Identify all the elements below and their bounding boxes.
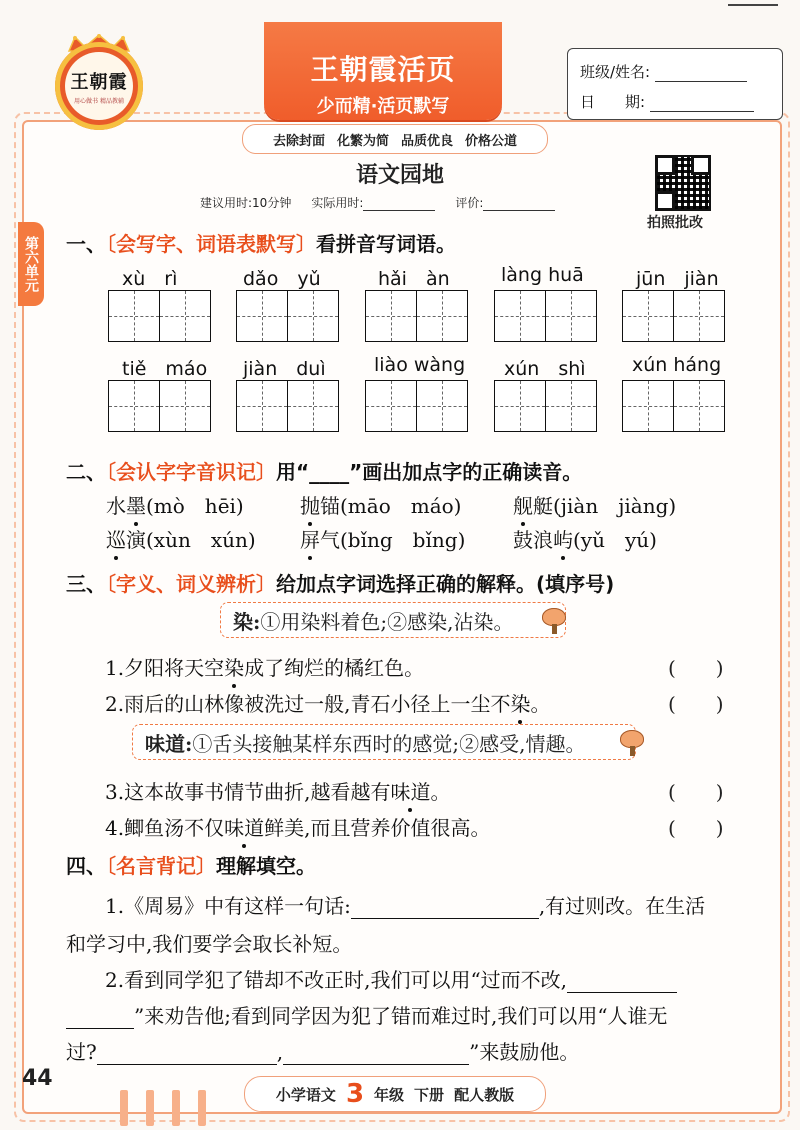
writing-grid[interactable] — [365, 290, 469, 342]
pinyin-label: jiàn duì — [243, 358, 326, 380]
definition-text: ①用染料着色;②感染,沾染。 — [260, 609, 514, 634]
definition-word: 染: — [233, 609, 261, 634]
pinyin-options: (yǔ yú) — [573, 528, 657, 552]
section-number: 二、 — [66, 460, 106, 484]
actual-time-label: 实际用时: — [311, 196, 364, 210]
question-item: 3.这本故事书情节曲折,越看越有味道。 — [105, 776, 450, 805]
slogan-item: 品质优良 — [401, 133, 454, 149]
answer-paren[interactable]: ( ) — [668, 816, 724, 840]
pinyin-label: xún shì — [504, 358, 586, 380]
reading-item[interactable]: 水墨(mò hēi) — [106, 490, 244, 519]
slogan-item: 化繁为简 — [336, 133, 389, 149]
pinyin-options: (mò hēi) — [146, 494, 244, 518]
class-name-field[interactable] — [655, 65, 747, 82]
footer-grade-word: 年级 — [374, 1085, 405, 1104]
logo-slogan: 用心做书 精品教辅 — [74, 97, 124, 105]
answer-blank[interactable] — [97, 1044, 277, 1065]
class-name-label: 班级/姓名: — [580, 63, 651, 81]
reading-item[interactable]: 巡演(xùn xún) — [106, 524, 256, 553]
section-2-heading — [66, 456, 582, 485]
definition-word: 味道: — [145, 731, 193, 756]
section-tag: 〔会写字、词语表默写〕 — [106, 232, 316, 256]
fill-line: 过? , ”来鼓励他。 — [66, 1040, 580, 1064]
page-number: 44 — [22, 1066, 53, 1091]
writing-grid[interactable] — [236, 290, 340, 342]
header-banner — [264, 22, 502, 120]
student-info-box — [567, 48, 783, 120]
decorative-bars — [120, 1090, 224, 1130]
pinyin-options: (xùn xún) — [146, 528, 256, 552]
date-label: 日 期: — [580, 93, 646, 111]
slogan-item: 去除封面 — [272, 133, 325, 149]
section-number: 一、 — [66, 232, 106, 256]
definition-box — [132, 724, 636, 760]
writing-grid[interactable] — [622, 290, 726, 342]
section-instruction: 看拼音写词语。 — [316, 232, 456, 256]
unit-side-tab: 第六单元 — [18, 222, 44, 306]
pinyin-label: xún háng — [632, 354, 722, 376]
question-item: 1.夕阳将天空染成了绚烂的橘红色。 — [105, 652, 424, 681]
writing-grid[interactable] — [236, 380, 340, 432]
answer-blank[interactable] — [283, 1044, 469, 1065]
section-tag: 〔会认字字音识记〕 — [106, 460, 276, 484]
tree-icon — [618, 730, 646, 756]
writing-grid[interactable] — [108, 380, 212, 432]
writing-grid[interactable] — [494, 380, 598, 432]
pinyin-options: (māo máo) — [340, 494, 462, 518]
reading-item[interactable]: 屏气(bǐng bǐng) — [300, 524, 465, 553]
footer-subject: 小学语文 — [275, 1085, 336, 1104]
section-instruction: 用“____”画出加点字的正确读音。 — [276, 460, 583, 484]
actual-time-field[interactable] — [363, 198, 435, 211]
answer-blank[interactable] — [66, 1008, 134, 1029]
section-number: 三、 — [66, 572, 106, 596]
banner-title: 王朝霞活页 — [310, 53, 456, 86]
answer-paren[interactable]: ( ) — [668, 780, 724, 804]
pinyin-label: dǎo yǔ — [243, 268, 321, 290]
suggested-time: 建议用时:10分钟 — [200, 196, 292, 210]
rating-label: 评价: — [455, 196, 484, 210]
date-row — [580, 91, 754, 112]
banner-subtitle: 少而精·活页默写 — [316, 96, 450, 117]
writing-grid[interactable] — [622, 380, 726, 432]
qr-label: 拍照批改 — [647, 215, 703, 231]
footer-edition: 配人教版 — [454, 1085, 515, 1104]
writing-grid[interactable] — [494, 290, 598, 342]
date-field[interactable] — [650, 95, 754, 112]
slogan-item: 价格公道 — [465, 133, 518, 149]
definition-box — [220, 602, 566, 638]
section-instruction: 给加点字词选择正确的解释。(填序号) — [276, 572, 615, 596]
brand-logo — [55, 42, 143, 130]
fill-line: 和学习中,我们要学会取长补短。 — [66, 932, 353, 956]
scan-mark — [728, 4, 778, 12]
logo-text: 王朝霞 — [70, 71, 128, 93]
pinyin-label: xù rì — [122, 268, 178, 290]
pinyin-label: hǎi àn — [378, 268, 450, 290]
pinyin-label: jūn jiàn — [636, 268, 719, 290]
reading-item[interactable]: 抛锚(māo máo) — [300, 490, 461, 519]
qr-code-icon[interactable] — [655, 155, 711, 211]
fill-line: 2.看到同学犯了错却不改正时,我们可以用“过而不改, — [105, 964, 677, 993]
question-item: 4.鲫鱼汤不仅味道鲜美,而且营养价值很高。 — [105, 812, 490, 841]
section-number: 四、 — [66, 854, 106, 878]
time-row — [200, 194, 630, 211]
writing-grid[interactable] — [108, 290, 212, 342]
reading-item[interactable]: 舰艇(jiàn jiàng) — [513, 490, 676, 519]
section-tag: 〔名言背记〕 — [106, 854, 216, 878]
rating-field[interactable] — [483, 198, 555, 211]
answer-paren[interactable]: ( ) — [668, 656, 724, 680]
pinyin-options: (bǐng bǐng) — [340, 528, 466, 552]
footer-grade-number: 3 — [345, 1079, 365, 1109]
reading-item[interactable]: 鼓浪屿(yǔ yú) — [513, 524, 657, 553]
question-item: 2.雨后的山林像被洗过一般,青石小径上一尘不染。 — [105, 688, 550, 717]
pinyin-label: tiě máo — [122, 358, 208, 380]
pinyin-label: làng huā — [501, 264, 584, 286]
slogan-bar — [242, 124, 548, 154]
answer-blank[interactable] — [567, 972, 677, 993]
section-instruction: 理解填空。 — [216, 854, 316, 878]
pinyin-options: (jiàn jiàng) — [553, 494, 677, 518]
section-tag: 〔字义、词义辨析〕 — [106, 572, 276, 596]
answer-paren[interactable]: ( ) — [668, 692, 724, 716]
page-title: 语文园地 — [355, 163, 444, 188]
class-name-row — [580, 61, 747, 82]
footer-term: 下册 — [414, 1085, 445, 1104]
footer-badge — [244, 1076, 546, 1112]
answer-blank[interactable] — [351, 898, 539, 919]
section-1-heading — [66, 228, 456, 257]
fill-line: 1.《周易》中有这样一句话: ,有过则改。在生活 — [105, 894, 706, 918]
section-4-heading — [66, 850, 316, 879]
fill-line: ”来劝告他;看到同学因为犯了错而难过时,我们可以用“人谁无 — [66, 1000, 668, 1029]
section-3-heading — [66, 568, 614, 597]
definition-text: ①舌头接触某样东西时的感觉;②感受,情趣。 — [192, 731, 586, 756]
pinyin-label: liào wàng — [374, 354, 466, 376]
tree-icon — [540, 608, 568, 634]
writing-grid[interactable] — [365, 380, 469, 432]
